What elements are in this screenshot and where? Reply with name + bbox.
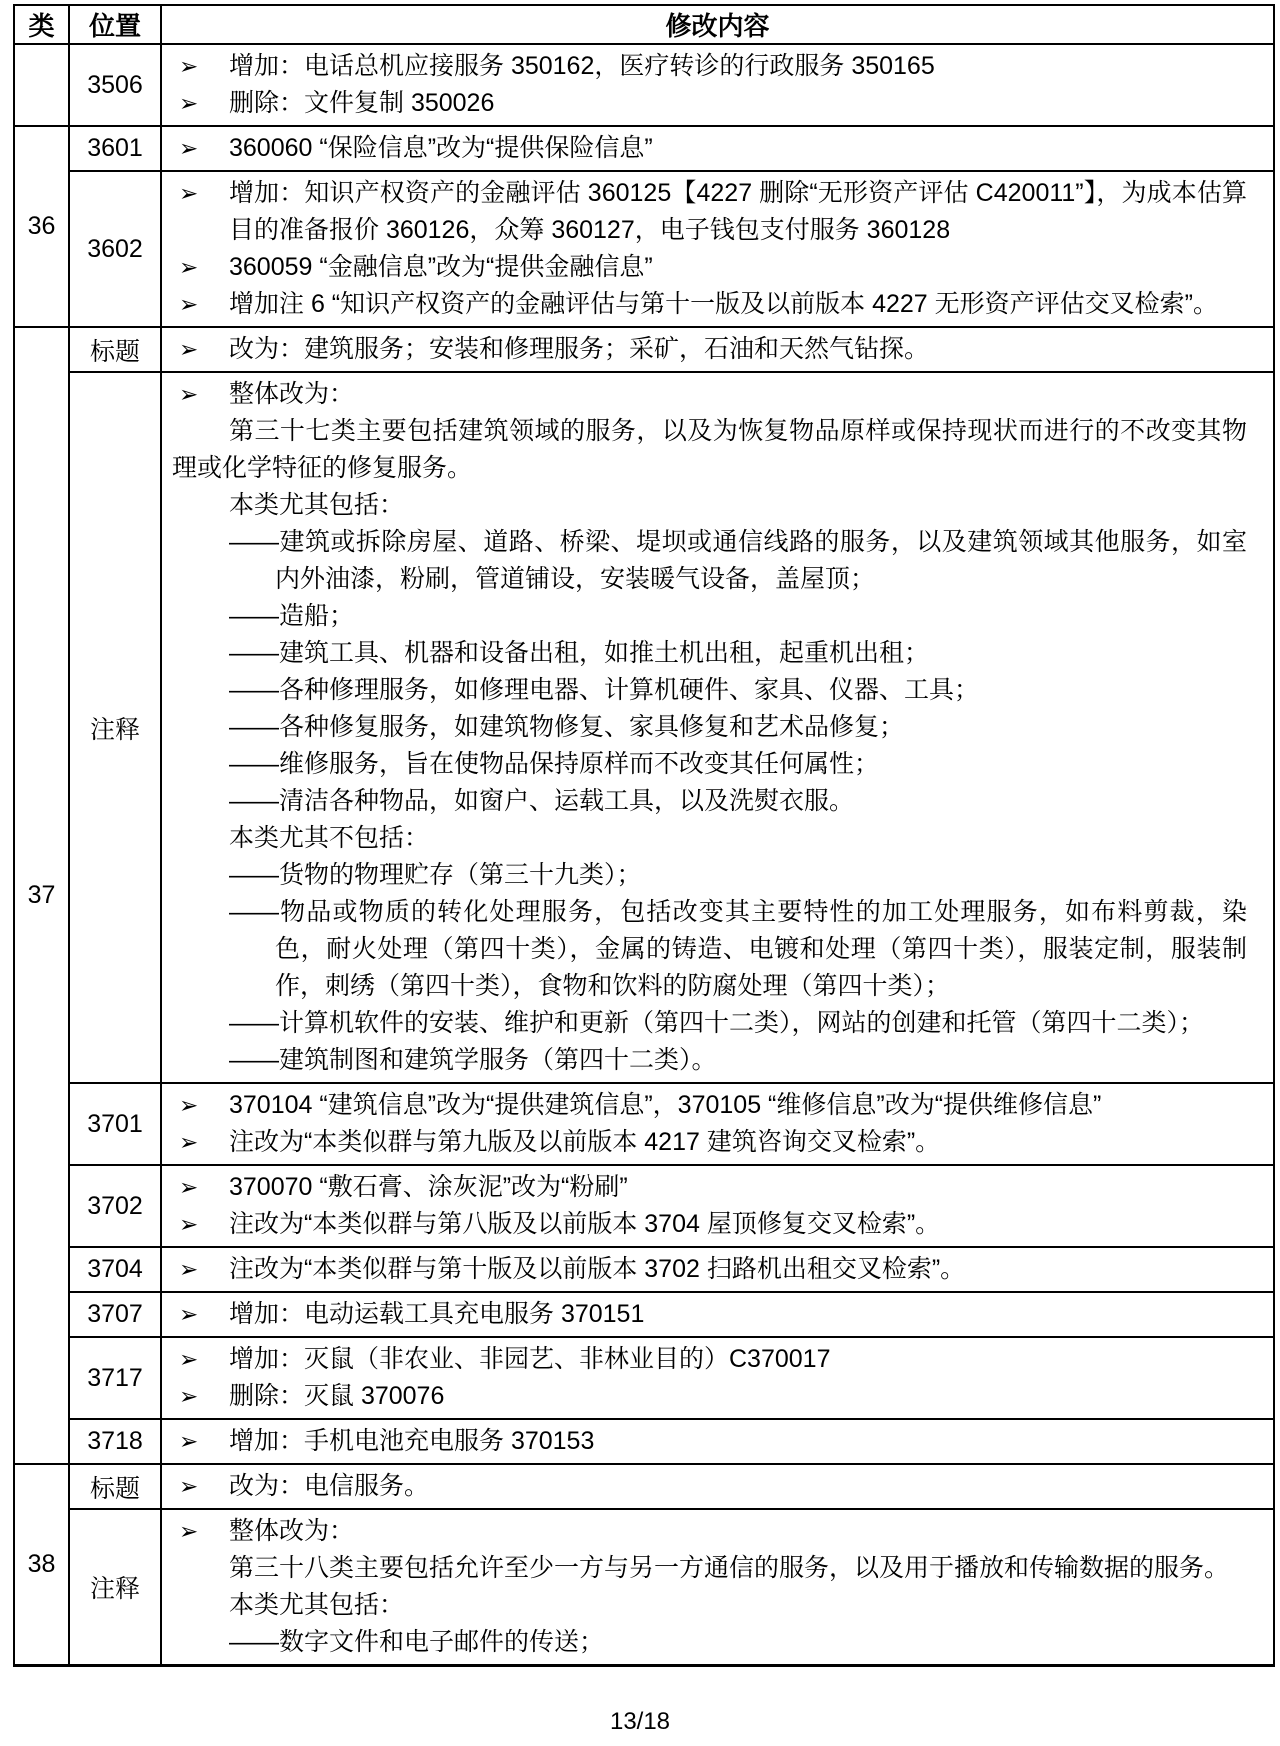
content-cell — [161, 44, 1274, 126]
note-paragraph: 本类尤其包括： — [229, 1591, 405, 1619]
table-row — [14, 1247, 1274, 1292]
note-paragraph: ——货物的物理贮存（第三十九类）； — [229, 861, 642, 889]
arrow-bullet-icon: ➢ — [179, 1092, 199, 1118]
position-cell: 3704 — [69, 1247, 161, 1292]
content-cell — [161, 126, 1274, 171]
bullet-item: ➢ 增加：知识产权资产的金融评估 360125【4227 删除“无形资产评估 C420011”】，为成本估算目的准备报价 360126，众筹 360127，电子钱包支付服务 360128 — [172, 175, 1247, 249]
class-cell: 36 — [14, 126, 69, 327]
arrow-bullet-icon: ➢ — [179, 1473, 199, 1499]
table-body — [14, 44, 1274, 1666]
arrow-bullet-icon: ➢ — [179, 1129, 199, 1155]
document-page — [0, 4, 1280, 1746]
bullet-item: ➢ 注改为“本类似群与第八版及以前版本 3704 屋顶修复交叉检索”。 — [172, 1206, 1247, 1243]
arrow-bullet-icon: ➢ — [179, 1174, 199, 1200]
arrow-bullet-icon: ➢ — [179, 53, 199, 79]
table-header — [14, 5, 1274, 44]
note-paragraph: 第三十八类主要包括允许至少一方与另一方通信的服务，以及用于播放和传输数据的服务。 — [229, 1554, 1230, 1582]
content-cell — [161, 372, 1274, 1083]
bullet-item: ➢ 删除：文件复制 350026 — [172, 85, 1247, 122]
position-cell: 注释 — [69, 372, 161, 1083]
header-row — [14, 5, 1274, 44]
note-paragraph: 本类尤其不包括： — [229, 824, 430, 852]
bullet-item: ➢ 删除：灭鼠 370076 — [172, 1378, 1247, 1415]
bullet-item: ➢ 增加：灭鼠（非农业、非园艺、非林业目的）C370017 — [172, 1341, 1247, 1378]
table-row — [14, 171, 1274, 327]
arrow-bullet-icon: ➢ — [179, 135, 199, 161]
position-cell: 3707 — [69, 1292, 161, 1337]
position-cell: 3717 — [69, 1337, 161, 1419]
arrow-bullet-icon: ➢ — [179, 1256, 199, 1282]
content-cell — [161, 1419, 1274, 1464]
note-paragraph: ——物品或物质的转化处理服务，包括改变其主要特性的加工处理服务，如布料剪裁，染色，耐火处理（第四十类），金属的铸造、电镀和处理（第四十类），服装定制，服装制作，刺绣（第四十类），食物和饮料的防腐处理（第四十类）； — [229, 898, 1247, 1000]
position-cell: 3702 — [69, 1165, 161, 1247]
note-paragraph: ——维修服务，旨在使物品保持原样而不改变其任何属性； — [229, 750, 880, 778]
table-row — [14, 1509, 1274, 1666]
column-header-class: 类 — [14, 5, 69, 44]
bullet-item: ➢ 整体改为： — [172, 376, 1247, 413]
position-cell: 标题 — [69, 327, 161, 372]
bullet-item: ➢ 改为：建筑服务；安装和修理服务；采矿，石油和天然气钻探。 — [172, 331, 1247, 368]
note-paragraph: ——各种修理服务，如修理电器、计算机硬件、家具、仪器、工具； — [229, 676, 980, 704]
classification-revision-table — [13, 4, 1275, 1667]
table-row — [14, 1337, 1274, 1419]
note-paragraph: ——造船； — [229, 602, 355, 630]
arrow-bullet-icon: ➢ — [179, 1211, 199, 1237]
position-cell: 3701 — [69, 1083, 161, 1165]
column-header-position: 位置 — [69, 5, 161, 44]
arrow-bullet-icon: ➢ — [179, 336, 199, 362]
position-cell: 注释 — [69, 1509, 161, 1666]
arrow-bullet-icon: ➢ — [179, 180, 199, 206]
position-cell: 3602 — [69, 171, 161, 327]
table-row — [14, 372, 1274, 1083]
arrow-bullet-icon: ➢ — [179, 291, 199, 317]
note-paragraph: 第三十七类主要包括建筑领域的服务，以及为恢复物品原样或保持现状而进行的不改变其物理或化学特征的修复服务。 — [172, 417, 1247, 482]
note-paragraph: ——建筑或拆除房屋、道路、桥梁、堤坝或通信线路的服务，以及建筑领域其他服务，如室内外油漆，粉刷，管道铺设，安装暖气设备，盖屋顶； — [229, 528, 1247, 593]
bullet-item: ➢ 整体改为： — [172, 1513, 1247, 1550]
bullet-item: ➢ 增加：电话总机应接服务 350162，医疗转诊的行政服务 350165 — [172, 48, 1247, 85]
arrow-bullet-icon: ➢ — [179, 1346, 199, 1372]
class-cell: 38 — [14, 1464, 69, 1666]
table-row — [14, 1464, 1274, 1509]
content-cell — [161, 1083, 1274, 1165]
arrow-bullet-icon: ➢ — [179, 1518, 199, 1544]
content-cell — [161, 1165, 1274, 1247]
note-paragraph: ——各种修复服务，如建筑物修复、家具修复和艺术品修复； — [229, 713, 905, 741]
content-cell — [161, 1464, 1274, 1509]
note-paragraph: 本类尤其包括： — [229, 491, 405, 519]
bullet-item: ➢ 360059 “金融信息”改为“提供金融信息” — [172, 249, 1247, 286]
table-row — [14, 1419, 1274, 1464]
class-cell — [14, 44, 69, 126]
table-row — [14, 1165, 1274, 1247]
arrow-bullet-icon: ➢ — [179, 90, 199, 116]
note-paragraph: ——清洁各种物品，如窗户、运载工具，以及洗熨衣服。 — [229, 787, 855, 815]
content-cell — [161, 1337, 1274, 1419]
bullet-item: ➢ 注改为“本类似群与第九版及以前版本 4217 建筑咨询交叉检索”。 — [172, 1124, 1247, 1161]
content-cell — [161, 171, 1274, 327]
arrow-bullet-icon: ➢ — [179, 254, 199, 280]
bullet-item: ➢ 370070 “敷石膏、涂灰泥”改为“粉刷” — [172, 1169, 1247, 1206]
position-cell: 标题 — [69, 1464, 161, 1509]
content-cell — [161, 327, 1274, 372]
arrow-bullet-icon: ➢ — [179, 1428, 199, 1454]
column-header-content: 修改内容 — [161, 5, 1274, 44]
position-cell: 3718 — [69, 1419, 161, 1464]
page-number: 13/18 — [609, 1708, 671, 1735]
table-row — [14, 327, 1274, 372]
note-paragraph: ——建筑制图和建筑学服务（第四十二类）。 — [229, 1046, 717, 1074]
arrow-bullet-icon: ➢ — [179, 1301, 199, 1327]
content-cell — [161, 1247, 1274, 1292]
arrow-bullet-icon: ➢ — [179, 381, 199, 407]
bullet-item: ➢ 增加：手机电池充电服务 370153 — [172, 1423, 1247, 1460]
bullet-item: ➢ 370104 “建筑信息”改为“提供建筑信息”，370105 “维修信息”改为“提供维修信息” — [172, 1087, 1247, 1124]
note-paragraph: ——建筑工具、机器和设备出租，如推土机出租，起重机出租； — [229, 639, 930, 667]
bullet-item: ➢ 改为：电信服务。 — [172, 1468, 1247, 1505]
position-cell: 3506 — [69, 44, 161, 126]
content-cell — [161, 1509, 1274, 1666]
table-row — [14, 1083, 1274, 1165]
note-paragraph: ——数字文件和电子邮件的传送； — [229, 1628, 605, 1656]
class-cell: 37 — [14, 327, 69, 1464]
table-row — [14, 1292, 1274, 1337]
note-paragraph: ——计算机软件的安装、维护和更新（第四十二类），网站的创建和托管（第四十二类）； — [229, 1009, 1205, 1037]
arrow-bullet-icon: ➢ — [179, 1383, 199, 1409]
bullet-item: ➢ 增加注 6 “知识产权资产的金融评估与第十一版及以前版本 4227 无形资产评估交叉检索”。 — [172, 286, 1247, 323]
table-row — [14, 126, 1274, 171]
position-cell: 3601 — [69, 126, 161, 171]
bullet-item: ➢ 注改为“本类似群与第十版及以前版本 3702 扫路机出租交叉检索”。 — [172, 1251, 1247, 1288]
bullet-item: ➢ 增加：电动运载工具充电服务 370151 — [172, 1296, 1247, 1333]
bullet-item: ➢ 360060 “保险信息”改为“提供保险信息” — [172, 130, 1247, 167]
content-cell — [161, 1292, 1274, 1337]
table-row — [14, 44, 1274, 126]
